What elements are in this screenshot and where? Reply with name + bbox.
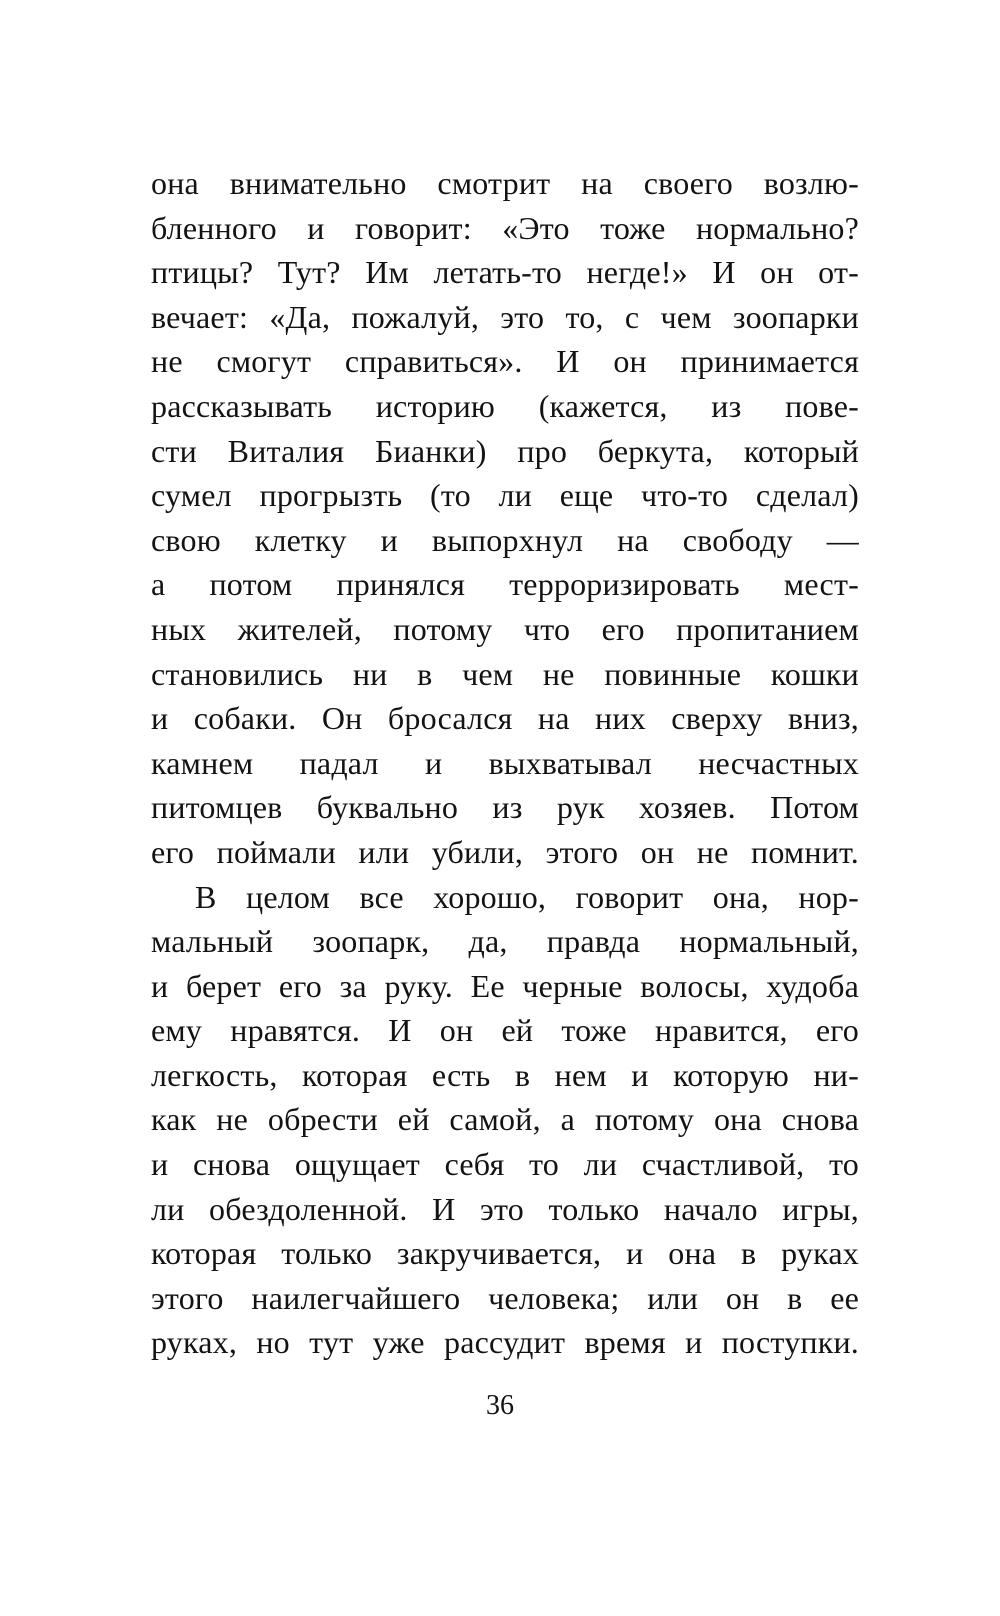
text-line: камнем падал и выхватывал несчастных [151,744,859,781]
text-line: а потом принялся терроризировать мест- [151,566,859,603]
text-line: и собаки. Он бросался на них сверху вниз, [151,700,859,737]
text-line: ли обездоленной. И это только начало игры, [151,1190,859,1227]
text-line: и снова ощущает себя то ли счастливой, то [151,1146,859,1183]
text-line: сти Виталия Бианки) про беркута, который [151,432,859,469]
text-line: она внимательно смотрит на своего возлю- [151,165,859,201]
text-line: не смогут справиться». И он принимается [151,343,859,380]
text-line: сумел прогрызть (то ли еще что-то сделал) [151,477,859,514]
text-line: В целом все хорошо, говорит она, нор- [195,878,859,915]
text-line: вечает: «Да, пожалуй, это то, с чем зоопарки [151,298,859,335]
text-line: руках, но тут уже рассудит время и поступки. [151,1324,859,1361]
text-line: бленного и говорит: «Это тоже нормально? [151,209,859,246]
text-line: легкость, которая есть в нем и которую ни- [151,1056,859,1093]
text-line: становились ни в чем не повинные кошки [151,655,859,692]
text-line: как не обрести ей самой, а потому она снова [151,1101,859,1138]
text-line: свою клетку и выпорхнул на свободу — [151,521,859,558]
page-number: 36 [486,1390,514,1421]
text-line: и берет его за руку. Ее черные волосы, худоба [151,967,859,1004]
text-line: этого наилегчайшего человека; или он в ее [151,1279,859,1316]
text-line: ему нравятся. И он ей тоже нравится, его [151,1012,859,1049]
text-line: рассказывать историю (кажется, из пове- [151,387,859,424]
text-line: птицы? Тут? Им летать-то негде!» И он от- [151,254,859,291]
text-line: его поймали или убили, этого он не помнит. [151,833,859,870]
body-text [151,161,859,1365]
text-line: мальный зоопарк, да, правда нормальный, [151,923,859,960]
text-line: которая только закручивается, и она в руках [151,1235,859,1272]
text-line: ных жителей, потому что его пропитанием [151,610,859,647]
text-line: питомцев буквально из рук хозяев. Потом [151,789,859,826]
